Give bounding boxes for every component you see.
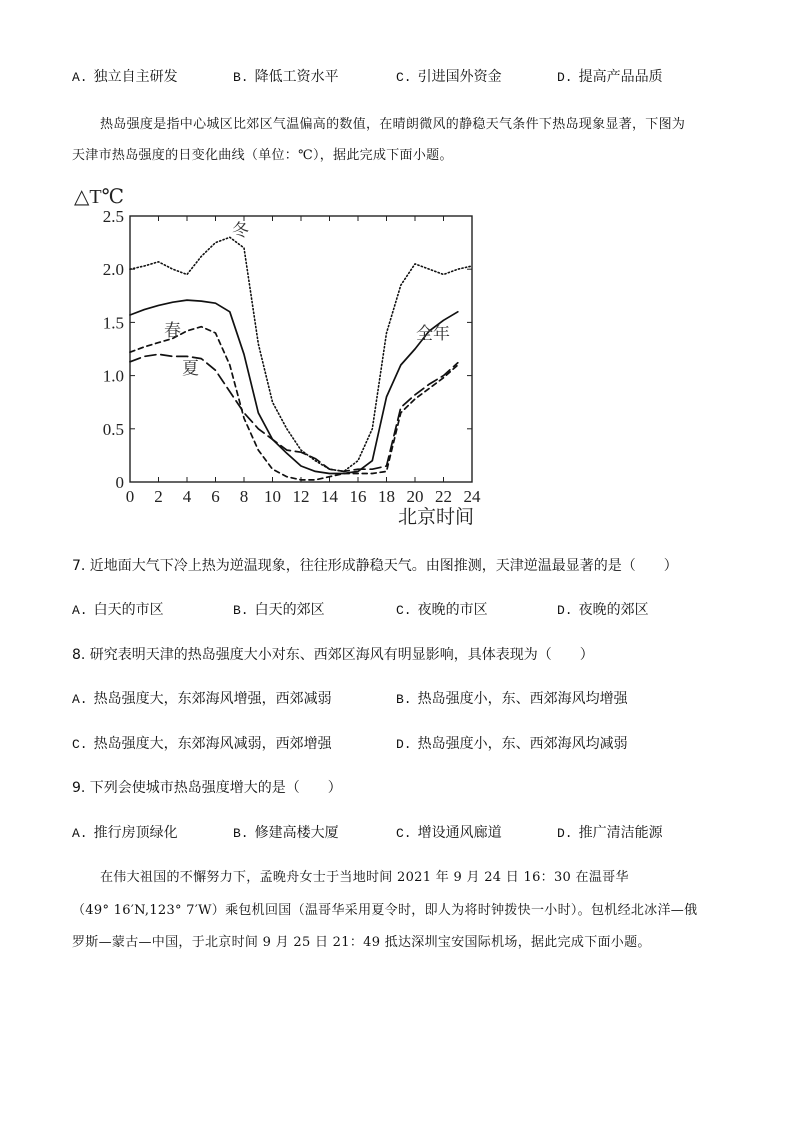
option-text: 热岛强度小，东、西郊海风均减弱 (417, 736, 628, 752)
option-key: B. (396, 692, 412, 707)
x-tick-label: 16 (349, 487, 367, 506)
series-label-winter: 冬 (232, 221, 249, 240)
option-key: C. (396, 70, 412, 85)
x-tick-label: 18 (378, 487, 395, 506)
y-tick-label: 2.0 (102, 260, 124, 280)
q9-option-c (396, 822, 502, 842)
series-label-annual: 全年 (416, 324, 450, 343)
option-text: 热岛强度小，东、西郊海风均增强 (417, 691, 628, 707)
q9-option-b (233, 822, 339, 842)
y-tick-labels (103, 207, 124, 492)
q9-option-a (72, 822, 178, 842)
y-tick-label: 2.5 (102, 207, 124, 226)
q8-option-b (396, 688, 628, 708)
q7-option-c (396, 599, 488, 619)
y-tick-label: 1.0 (102, 366, 124, 386)
x-tick-label: 12 (292, 487, 310, 506)
series-line-3 (130, 354, 458, 471)
option-key: D. (557, 826, 573, 841)
series-line-0 (130, 237, 472, 471)
x-tick-label: 4 (182, 487, 192, 506)
option-key: D. (396, 737, 412, 752)
option-text: 独立自主研发 (93, 69, 178, 85)
intro2-line2: （49° 16′N,123° 7′W）乘包机回国（温哥华采用夏令时，即人为将时钟拨快一小时）。包机经北冰洋—俄 (72, 903, 698, 918)
q7-option-a (72, 599, 164, 619)
chart-plot-area (130, 216, 472, 482)
y-axis-label: △T℃ (74, 186, 124, 208)
option-key: C. (72, 737, 88, 752)
q8-option-d (396, 733, 628, 753)
series-line-2 (130, 327, 458, 480)
q9-stem: 9. 下列会使城市热岛强度增大的是（ ） (72, 780, 342, 796)
intro1-line2: 天津市热岛强度的日变化曲线（单位：℃），据此完成下面小题。 (72, 148, 453, 163)
heat-island-chart (60, 178, 500, 533)
option-key: A. (72, 692, 88, 707)
option-text: 夜晚的市区 (417, 602, 488, 618)
option-text: 热岛强度大，东郊海风减弱，西郊增强 (93, 736, 332, 752)
option-key: A. (72, 603, 88, 618)
option-text: 白天的市区 (93, 602, 164, 618)
x-tick-label: 22 (435, 487, 452, 506)
option-text: 白天的郊区 (254, 602, 325, 618)
q7-option-b (233, 599, 325, 619)
x-tick-label: 2 (154, 487, 163, 506)
option-text: 热岛强度大，东郊海风增强，西郊减弱 (93, 691, 332, 707)
option-text: 降低工资水平 (254, 69, 339, 85)
q8-option-a (72, 688, 332, 708)
option-text: 提高产品品质 (578, 69, 663, 85)
q6-option-a (72, 66, 178, 86)
series-label-summer: 夏 (182, 359, 199, 378)
q7-option-d (557, 599, 649, 619)
x-tick-labels (126, 487, 481, 506)
y-tick-label: 0.5 (102, 419, 124, 439)
option-key: D. (557, 70, 573, 85)
option-key: D. (557, 603, 573, 618)
q7-stem: 7. 近地面大气下冷上热为逆温现象，往往形成静稳天气。由图推测，天津逆温最显著的是（ ） (72, 558, 678, 574)
option-key: B. (233, 70, 249, 85)
option-text: 修建高楼大厦 (254, 825, 339, 841)
q6-option-b (233, 66, 339, 86)
option-text: 推广清洁能源 (578, 825, 663, 841)
x-tick-label: 10 (264, 487, 281, 506)
intro1-line1: 热岛强度是指中心城区比郊区气温偏高的数值，在晴朗微风的静稳天气条件下热岛现象显著，下图为 (100, 117, 686, 132)
series-label-spring: 春 (164, 321, 181, 340)
q8-stem: 8. 研究表明天津的热岛强度大小对东、西郊区海风有明显影响，具体表现为（ ） (72, 647, 594, 663)
x-tick-label: 8 (239, 487, 249, 506)
q6-option-d (557, 66, 663, 86)
x-tick-label: 14 (321, 487, 338, 506)
option-key: C. (396, 603, 412, 618)
plot-frame (130, 216, 472, 482)
q8-option-c (72, 733, 332, 753)
y-tick-label: 0 (115, 473, 124, 492)
option-text: 增设通风廊道 (417, 825, 502, 841)
x-tick-label: 24 (463, 487, 481, 506)
option-key: A. (72, 70, 88, 85)
option-key: B. (233, 603, 249, 618)
intro2-line3: 罗斯—蒙古—中国，于北京时间 9 月 25 日 21：49 抵达深圳宝安国际机场，据此完成下面小题。 (72, 935, 651, 950)
q9-option-d (557, 822, 663, 842)
x-tick-label: 6 (211, 487, 220, 506)
option-key: A. (72, 826, 88, 841)
x-tick-label: 20 (406, 487, 424, 506)
x-tick-label: 0 (125, 487, 135, 506)
option-key: C. (396, 826, 412, 841)
intro2-line1: 在伟大祖国的不懈努力下，孟晚舟女士于当地时间 2021 年 9 月 24 日 16：30 在温哥华 (100, 870, 629, 885)
option-key: B. (233, 826, 249, 841)
option-text: 夜晚的郊区 (578, 602, 649, 618)
x-axis-label: 北京时间 (398, 507, 475, 528)
q6-option-c (396, 66, 502, 86)
option-text: 推行房顶绿化 (93, 825, 178, 841)
y-tick-label: 1.5 (102, 313, 124, 333)
option-text: 引进国外资金 (417, 69, 502, 85)
